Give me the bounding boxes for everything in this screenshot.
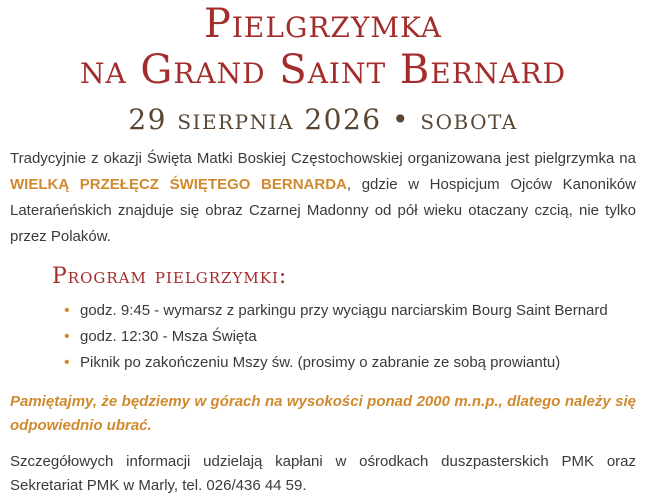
- event-day: sobota: [420, 103, 518, 136]
- clothing-note: Pamiętajmy, że będziemy w górach na wysokości ponad 2000 m.n.p., dlatego należy się odpowiednio ubrać.: [10, 393, 636, 434]
- event-date: 29 sierpnia 2026: [128, 103, 382, 136]
- intro-paragraph: [8, 146, 638, 250]
- intro-highlight: WIELKĄ PRZEŁĘCZ ŚWIĘTEGO BERNARDA: [10, 176, 347, 193]
- program-item-text: godz. 9:45 - wymarsz z parkingu przy wyciągu narciarskim Bourg Saint Bernard: [80, 302, 608, 319]
- program-list: [8, 298, 638, 376]
- program-item-text: godz. 12:30 - Msza Święta: [80, 328, 257, 345]
- program-heading: Program pielgrzymki:: [52, 264, 288, 289]
- contact-info: Szczegółowych informacji udzielają kapłani w ośrodkach duszpasterskich PMK oraz Sekretariat PMK w Marly, tel. 026/436 44 59.: [10, 453, 636, 494]
- title-line-2: na Grand Saint Bernard: [79, 47, 567, 93]
- bullet-icon: •: [64, 354, 70, 371]
- bullet-icon: •: [64, 328, 70, 345]
- event-date-line: [8, 100, 638, 140]
- intro-text-start: Tradycyjnie z okazji Święta Matki Boskiej Częstochowskiej organizowana jest pielgrzymka na: [10, 150, 636, 167]
- intro-text-end: , gdzie w Hospicjum Ojców Kanoników Laterańeńskich znajduje się obraz Czarnej Madonny od pół wieku otaczany czcią, nie tylko przez Polaków.: [10, 176, 637, 245]
- title-line-1: Pielgrzymka: [203, 1, 443, 47]
- date-separator: •: [391, 103, 410, 136]
- bullet-icon: •: [64, 302, 70, 319]
- program-item: [64, 350, 638, 376]
- program-item-text: Piknik po zakończeniu Mszy św. (prosimy o zabranie ze sobą prowiantu): [80, 354, 561, 371]
- program-item: [64, 298, 638, 324]
- program-item: [64, 324, 638, 350]
